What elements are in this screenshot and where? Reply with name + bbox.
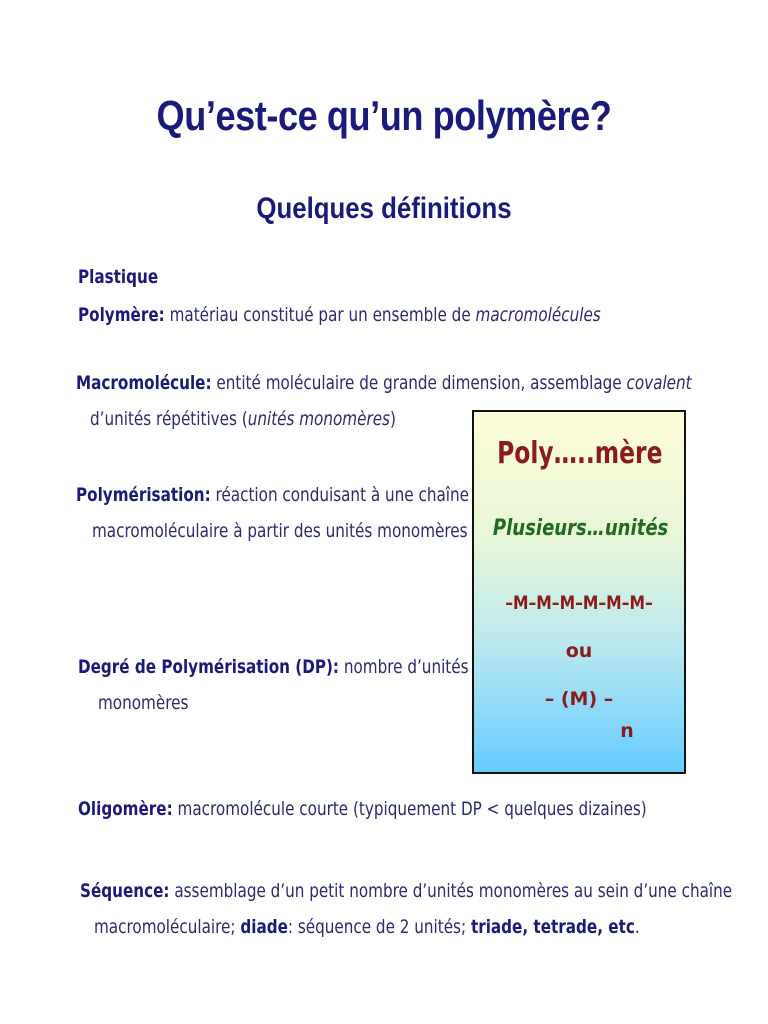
definition-macromolecule-cont: [90, 408, 396, 430]
term-sequence: Séquence:: [80, 880, 170, 902]
box-repeat-unit: – (M) –: [544, 688, 614, 710]
definition-macromolecule: [76, 372, 692, 394]
page-subtitle: Quelques définitions: [256, 192, 512, 225]
seq-end: .: [634, 916, 640, 938]
oligo-text: macromolécule courte (typiquement DP < quelques dizaines): [172, 798, 647, 820]
box-ou: ou: [565, 640, 593, 662]
polymerisation-text-2: macromoléculaire à partir des unités monomères: [92, 520, 468, 542]
polymer-illustration-box: [472, 410, 686, 774]
polymerisation-text-1: réaction conduisant à une chaîne: [210, 484, 469, 506]
dp-text-2: monomères: [98, 692, 189, 714]
definition-polymere: [78, 304, 601, 326]
term-dp: Degré de Polymérisation (DP):: [78, 656, 340, 678]
definition-polymerisation: [76, 484, 469, 506]
term-oligomere: Oligomère:: [78, 798, 173, 820]
macro-text-2: d’unités répétitives (: [90, 408, 248, 430]
definition-sequence-cont: [94, 916, 640, 938]
seq-rest: triade, tetrade, etc: [470, 916, 635, 938]
macro-italic-1: covalent: [626, 372, 692, 394]
macro-text-1: entité moléculaire de grande dimension, assemblage: [211, 372, 627, 394]
definition-polymerisation-cont: [92, 520, 468, 542]
term-plastique: Plastique: [78, 266, 159, 288]
dp-text-1: nombre d’unités: [339, 656, 469, 678]
term-polymerisation: Polymérisation:: [76, 484, 211, 506]
polymere-italic: macromolécules: [475, 304, 601, 326]
box-subscript-n: n: [620, 720, 634, 742]
definition-sequence: [80, 880, 732, 902]
definition-dp: [78, 656, 469, 678]
page-title: Qu’est-ce qu’un polymère?: [156, 92, 612, 139]
seq-text-2a: macromoléculaire;: [94, 916, 241, 938]
macro-text-3: ): [389, 408, 396, 430]
seq-diade: diade: [240, 916, 288, 938]
seq-text-2b: : séquence de 2 unités;: [287, 916, 471, 938]
macro-italic-2: unités monomères: [247, 408, 390, 430]
definition-dp-cont: [98, 692, 188, 714]
term-macromolecule: Macromolécule:: [76, 372, 212, 394]
definition-plastique: [78, 266, 158, 288]
polymere-text: matériau constitué par un ensemble de: [164, 304, 476, 326]
box-monomer-chain: –M–M–M–M–M–M–: [505, 592, 653, 614]
definition-oligomere: [78, 798, 647, 820]
seq-text-1: assemblage d’un petit nombre d’unités monomères au sein d’une chaîne: [169, 880, 733, 902]
box-plusieurs-unites: Plusieurs…unités: [492, 516, 669, 541]
term-polymere: Polymère:: [78, 304, 165, 326]
box-poly-mere: Poly…..mère: [497, 436, 663, 471]
